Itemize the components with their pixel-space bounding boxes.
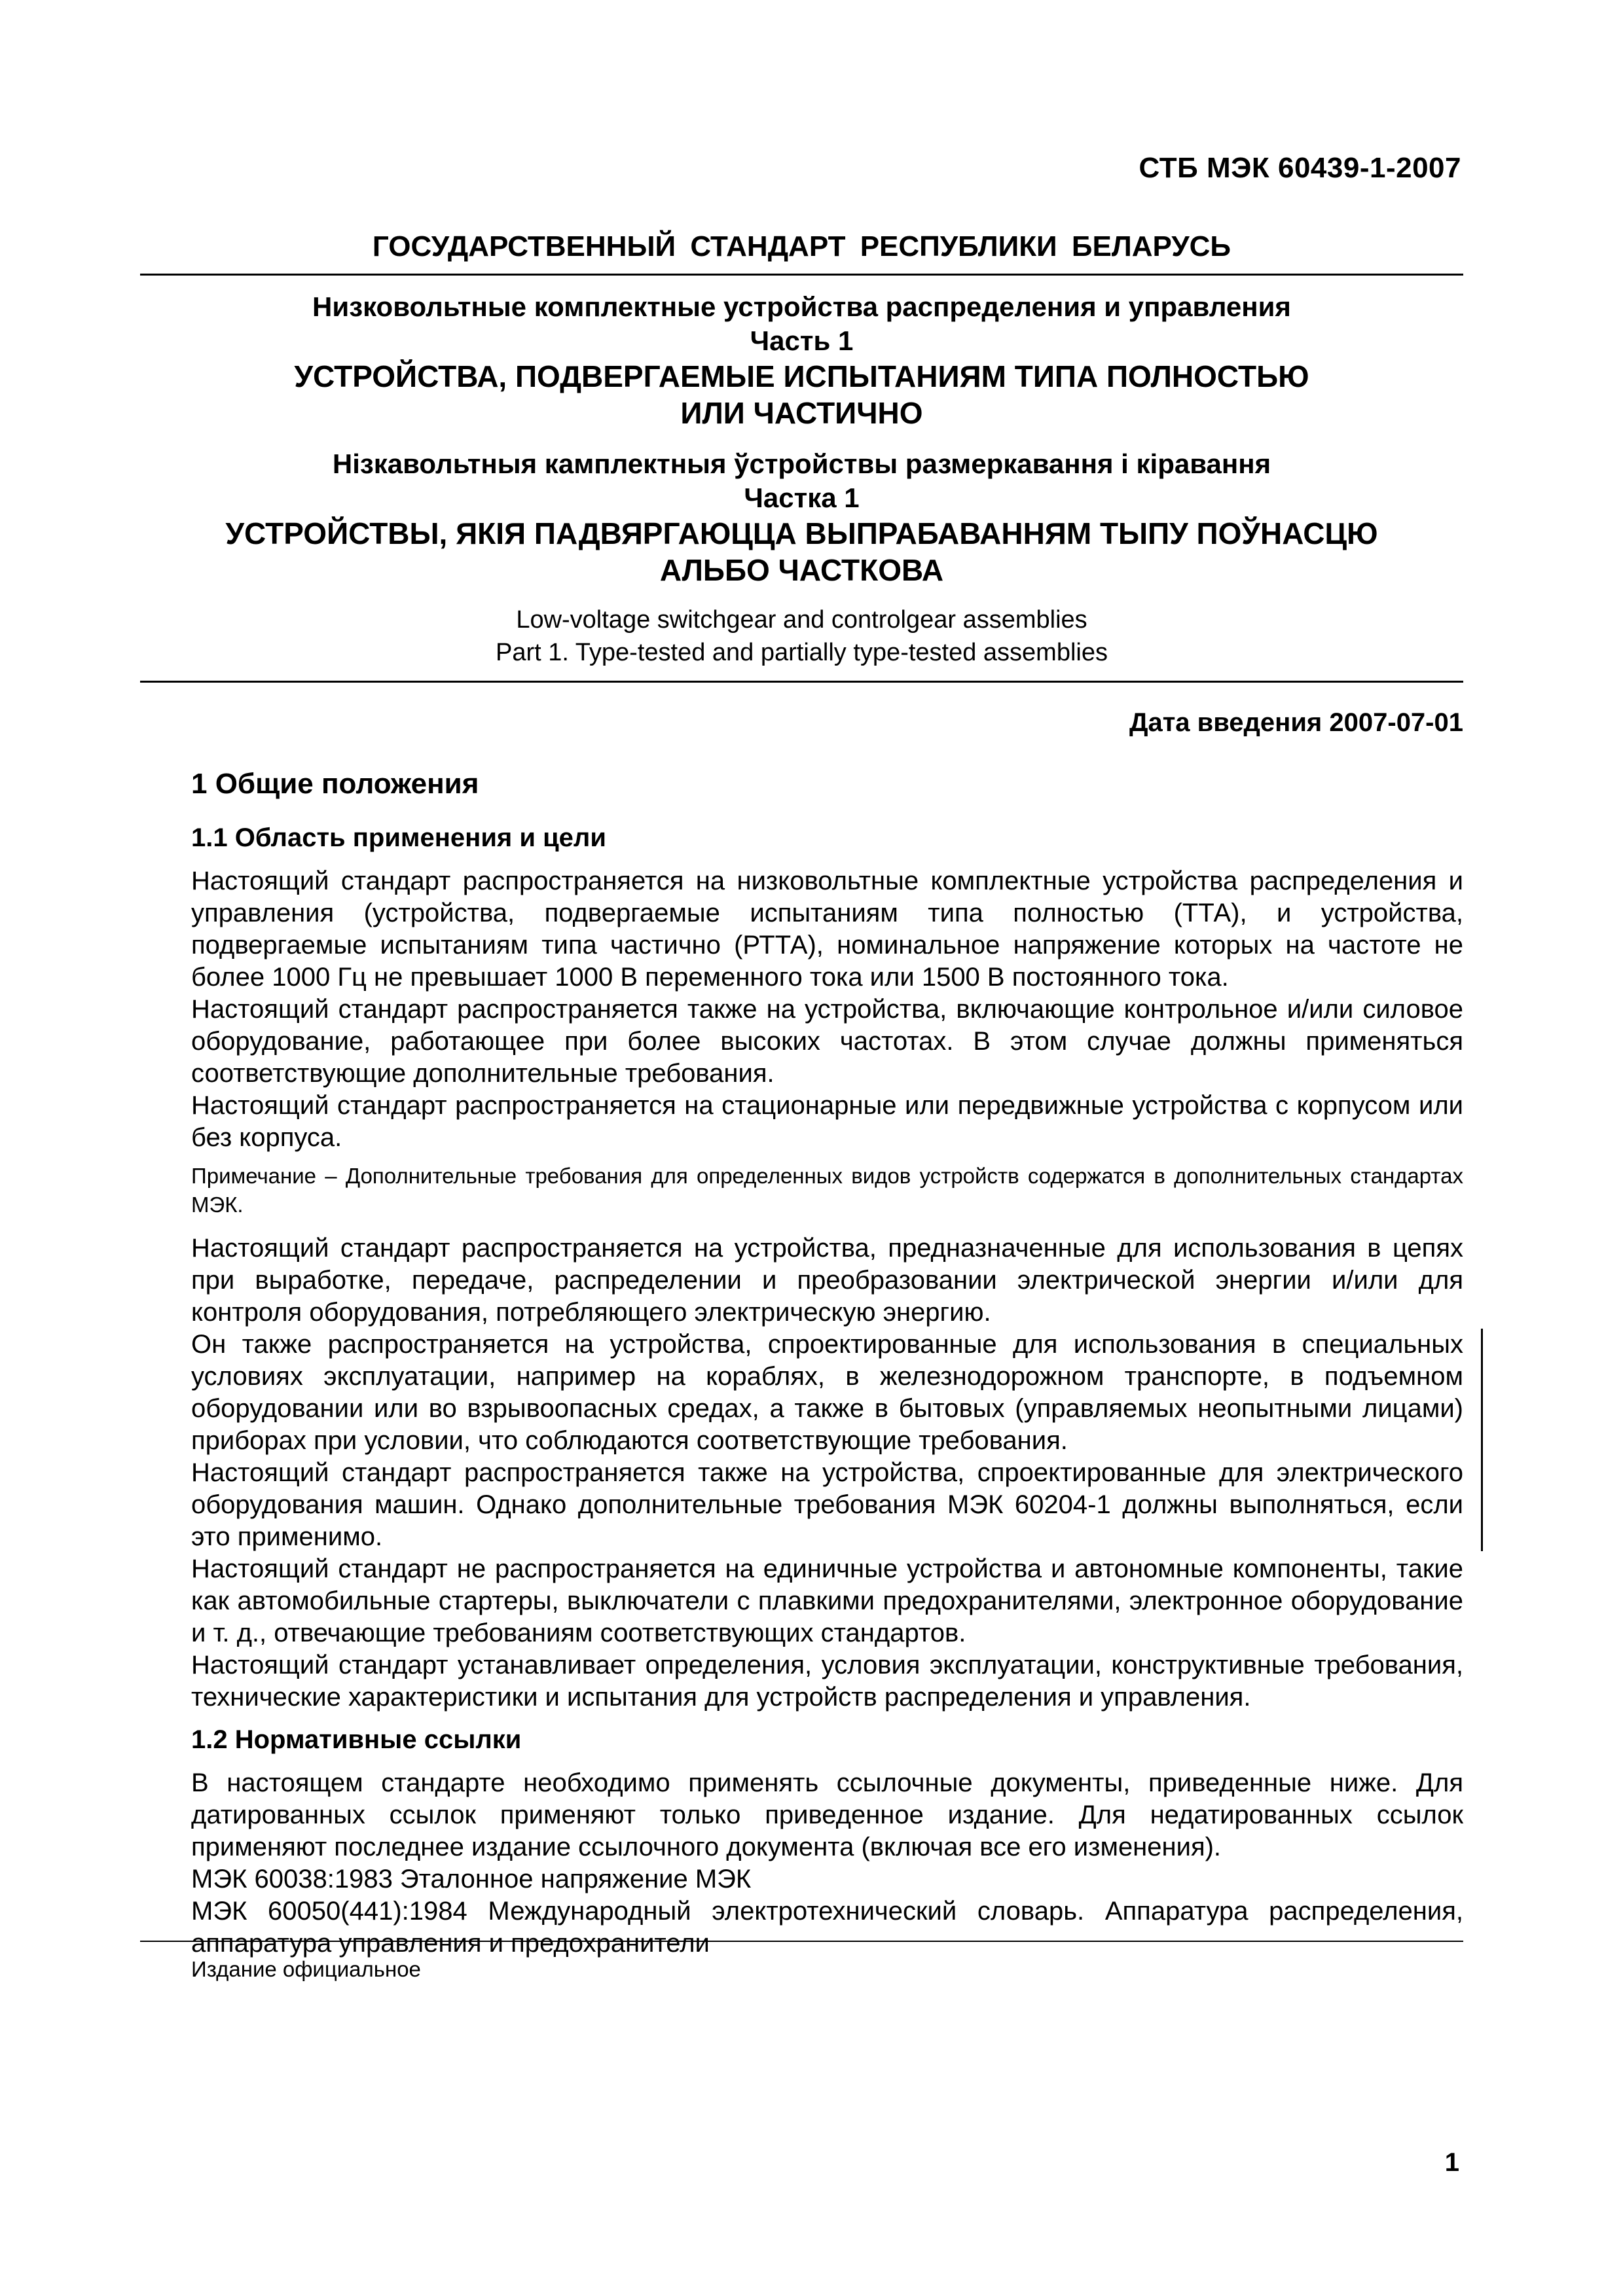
note: Примечание – Дополнительные требования для определенных видов устройств содержатся в дополнительных стандартах МЭК. <box>191 1164 1463 1217</box>
document-number: СТБ МЭК 60439-1-2007 <box>1139 152 1461 184</box>
title-ru-part: Часть 1 <box>750 325 854 356</box>
title-en-line1: Low-voltage switchgear and controlgear assemblies <box>516 606 1087 634</box>
title-by-caps2: АЛЬБО ЧАСТКОВА <box>659 553 944 587</box>
paragraph: Настоящий стандарт не распространяется на единичные устройства и автономные компоненты, такие как автомобильные стартеры, выключатели с плавкими предохранителями, электронное оборудование и т. д., отвечающие требованиям соответствующих стандартов. <box>191 1554 1463 1647</box>
title-en-line2: Part 1. Type-tested and partially type-tested assemblies <box>495 639 1108 666</box>
paragraph: Настоящий стандарт распространяется на стационарные или передвижные устройства с корпусом или без корпуса. <box>191 1091 1463 1152</box>
page-number: 1 <box>1444 2148 1459 2177</box>
title-divider-top <box>140 274 1463 276</box>
title-belarusian <box>140 447 1463 588</box>
reference-item: МЭК 60050(441):1984 Международный электротехнический словарь. Аппаратура распределения, аппаратура управления и предохранители <box>191 1897 1463 1958</box>
title-ru-caps2: ИЛИ ЧАСТИЧНО <box>680 396 923 430</box>
paragraph: Настоящий стандарт распространяется на низковольтные комплектные устройства распределения и управления (устройства, подвергаемые испытаниям типа полностью (ТТА), и устройства, подвергаемые испытаниям типа частично (РТТА), номинальное напряжение которых на частоте не более 1000 Гц не превышает 1000 В переменного тока или 1500 В постоянного тока. <box>191 867 1463 992</box>
introduction-date: Дата введения 2007-07-01 <box>1129 708 1463 737</box>
document-body <box>191 766 1463 1960</box>
title-ru-line1: Низковольтные комплектные устройства распределения и управления <box>312 291 1291 322</box>
paragraph: Настоящий стандарт распространяется также на устройства, включающие контрольное и/или силовое оборудование, работающее при более высоких частотах. В этом случае должны применяться соответствующие дополнительные требования. <box>191 995 1463 1088</box>
title-english <box>140 603 1463 669</box>
title-by-part: Частка 1 <box>744 482 860 513</box>
title-divider-bottom <box>140 681 1463 683</box>
change-bar <box>1481 1329 1483 1551</box>
title-russian <box>140 290 1463 431</box>
state-standard-title: ГОСУДАРСТВЕННЫЙ СТАНДАРТ РЕСПУБЛИКИ БЕЛАРУСЬ <box>372 230 1231 262</box>
reference-item: МЭК 60038:1983 Эталонное напряжение МЭК <box>191 1865 752 1893</box>
section-1-1-heading: 1.1 Область применения и цели <box>191 823 606 852</box>
section-1-2-heading: 1.2 Нормативные ссылки <box>191 1725 522 1754</box>
paragraph: Настоящий стандарт распространяется также на устройства, спроектированные для электрического оборудования машин. Однако дополнительные требования МЭК 60204-1 должны выполняться, если это применимо. <box>191 1458 1463 1551</box>
paragraph: Настоящий стандарт распространяется на устройства, предназначенные для использования в цепях при выработке, передаче, распределении и преобразовании электрической энергии и/или для контроля оборудования, потребляющего электрическую энергию. <box>191 1234 1463 1327</box>
paragraph: Он также распространяется на устройства, спроектированные для использования в специальных условиях эксплуатации, например на кораблях, в железнодорожном транспорте, в подъемном оборудовании или во взрывоопасных средах, а также в бытовых (управляемых неопытными лицами) приборах при условии, что соблюдаются соответствующие требования. <box>191 1330 1463 1455</box>
title-by-line1: Нізкавольтныя камплектныя ўстройствы размеркавання і кіравання <box>332 448 1271 479</box>
title-by-caps1: УСТРОЙСТВЫ, ЯКІЯ ПАДВЯРГАЮЦЦА ВЫПРАБАВАННЯМ ТЫПУ ПОЎНАСЦЮ <box>225 516 1378 550</box>
paragraph: В настоящем стандарте необходимо применять ссылочные документы, приведенные ниже. Для датированных ссылок применяют только приведенное издание. Для недатированных ссылок применяют последнее издание ссылочного документа (включая все его изменения). <box>191 1768 1463 1861</box>
section-1-heading: 1 Общие положения <box>191 768 479 800</box>
paragraph: Настоящий стандарт устанавливает определения, условия эксплуатации, конструктивные требования, технические характеристики и испытания для устройств распределения и управления. <box>191 1651 1463 1712</box>
footer-divider <box>140 1941 1463 1942</box>
title-ru-caps1: УСТРОЙСТВА, ПОДВЕРГАЕМЫЕ ИСПЫТАНИЯМ ТИПА ПОЛНОСТЬЮ <box>294 359 1309 393</box>
edition-label: Издание официальное <box>191 1957 421 1981</box>
